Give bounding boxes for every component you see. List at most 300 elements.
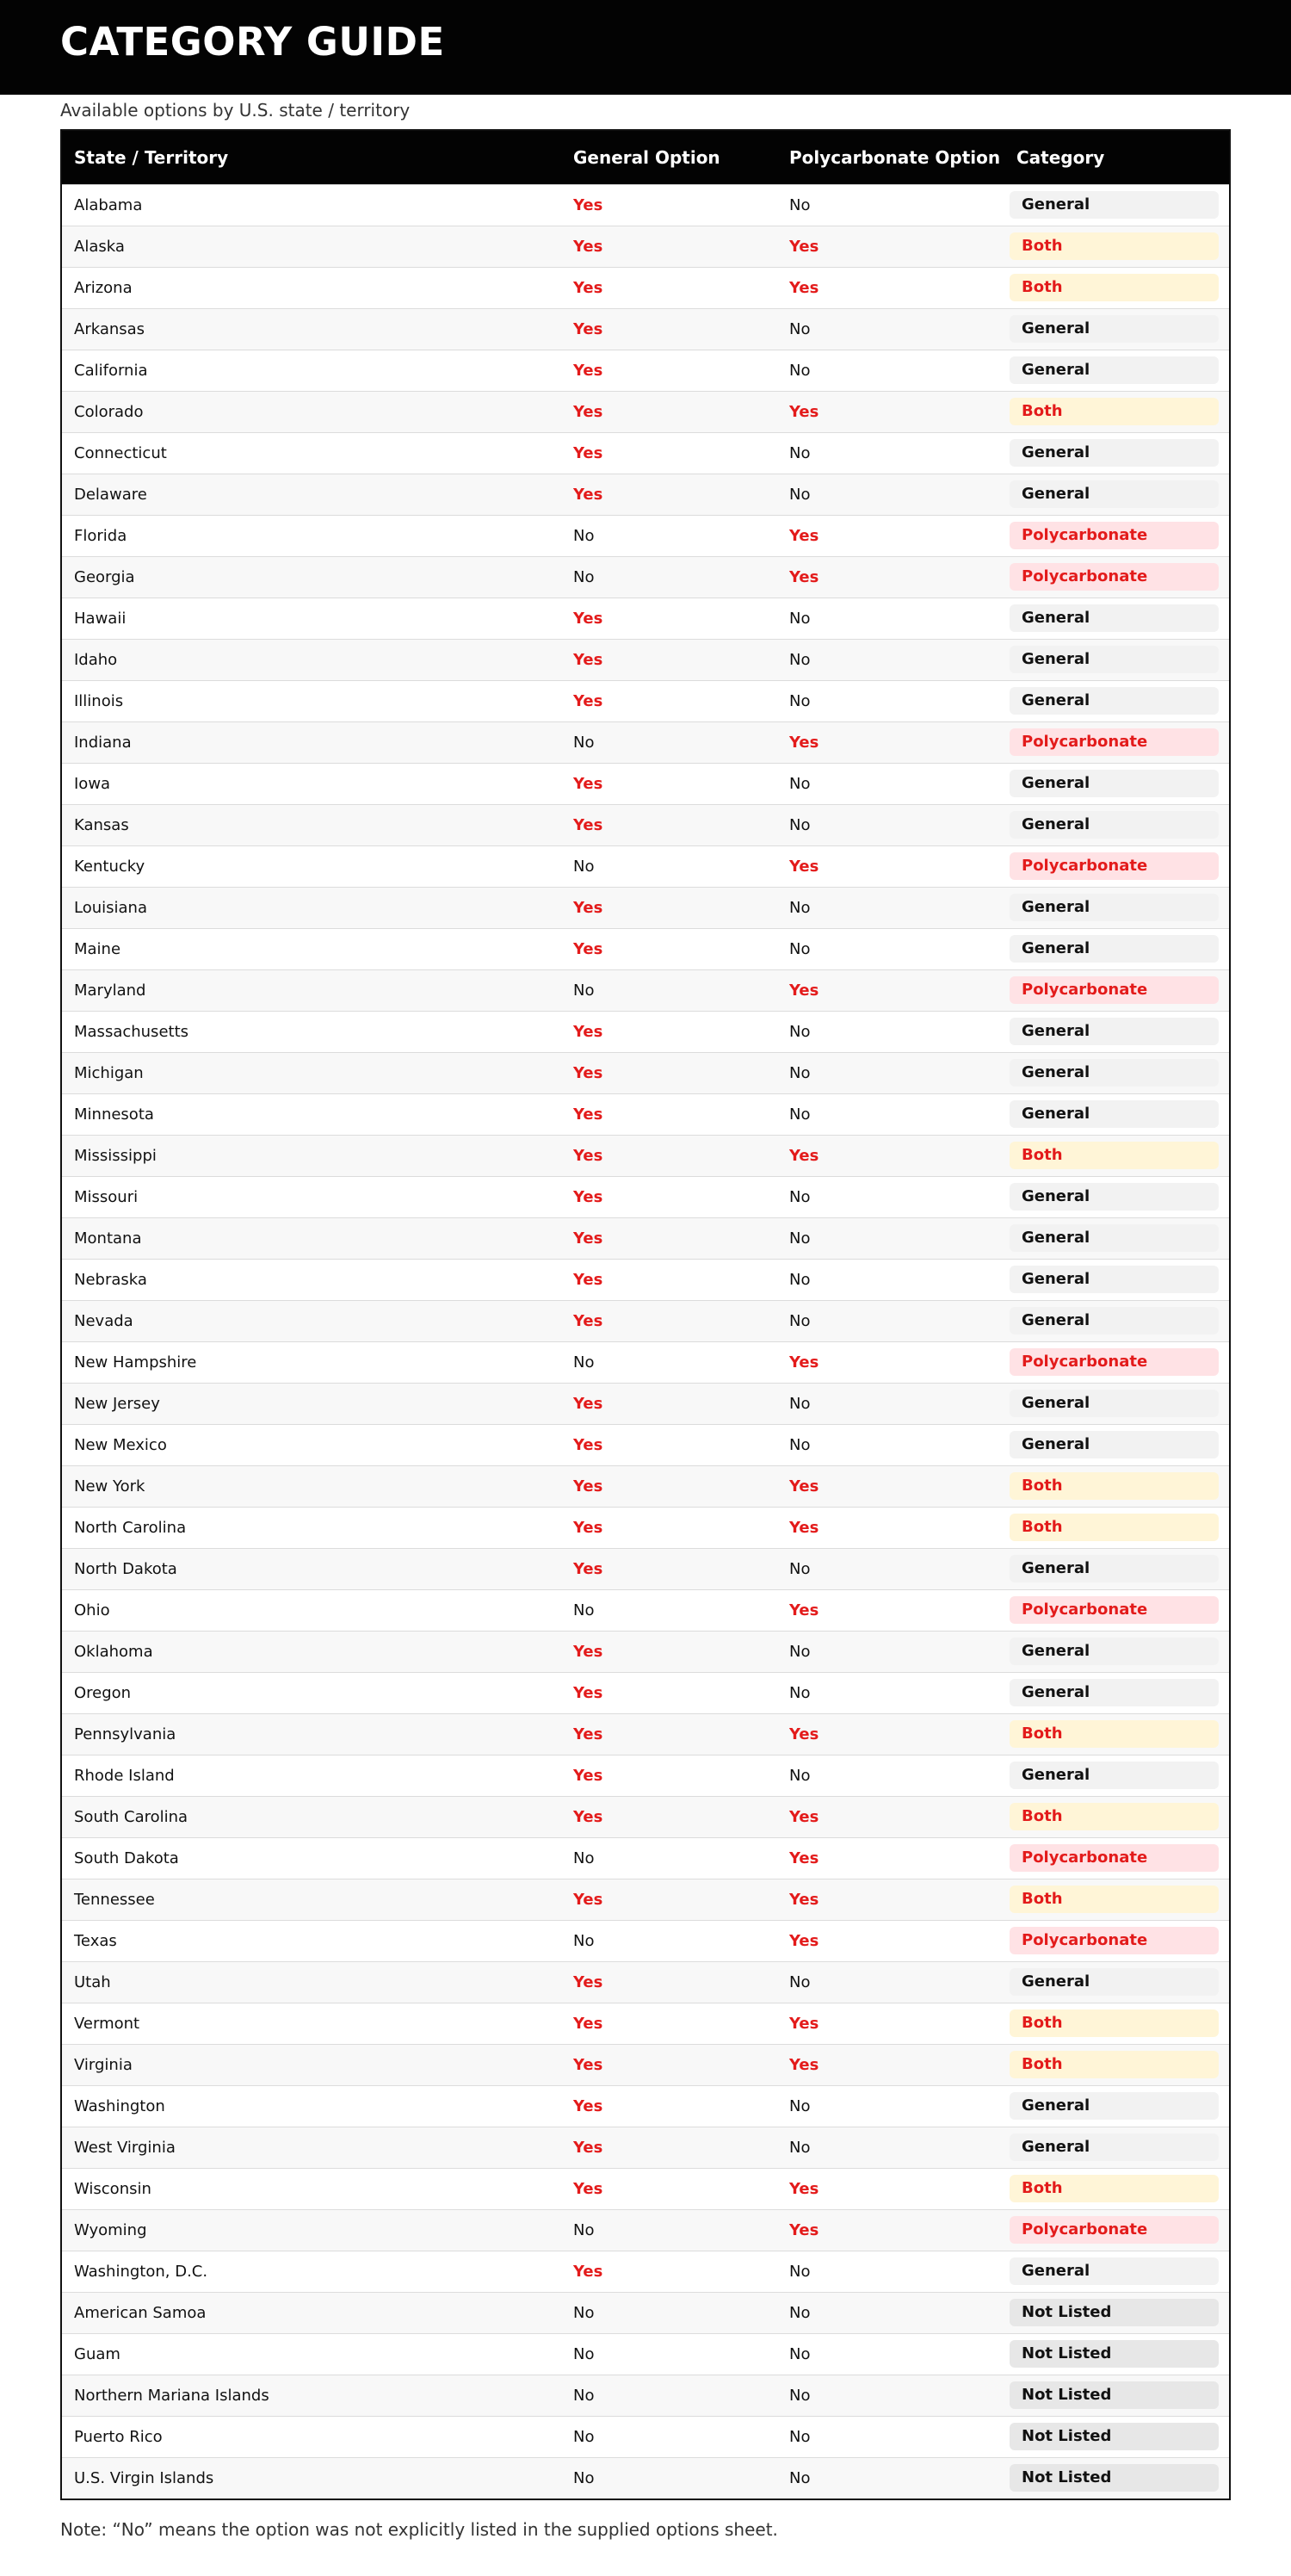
cell-category xyxy=(1010,1176,1229,1217)
table-row xyxy=(62,2209,1229,2251)
category-badge: Polycarbonate xyxy=(1010,563,1219,591)
category-badge: General xyxy=(1010,1762,1219,1789)
cell-state-name: Arizona xyxy=(74,278,133,297)
cell-category xyxy=(1010,887,1229,928)
table-row xyxy=(62,226,1229,267)
table-row xyxy=(62,391,1229,432)
cell-general-option: No xyxy=(573,526,595,545)
cell-polycarbonate-option: Yes xyxy=(789,237,819,256)
cell-general-option: Yes xyxy=(573,237,603,256)
cell-state-name: North Dakota xyxy=(74,1559,177,1578)
table-row xyxy=(62,2375,1229,2416)
cell-general-option: Yes xyxy=(573,1766,603,1785)
cell-polycarbonate-option: No xyxy=(789,1022,811,1041)
cell-polycarbonate-option: Yes xyxy=(789,1518,819,1537)
table-row xyxy=(62,1300,1229,1341)
cell-polycarbonate-option: Yes xyxy=(789,2014,819,2033)
cell-state-name: Utah xyxy=(74,1972,111,1991)
category-badge: General xyxy=(1010,2133,1219,2161)
cell-state-name: Montana xyxy=(74,1229,142,1248)
cell-category xyxy=(1010,1796,1229,1837)
cell-general-option: Yes xyxy=(573,2014,603,2033)
cell-general-option: Yes xyxy=(573,1105,603,1124)
cell-general-option: Yes xyxy=(573,2138,603,2157)
cell-general-option: Yes xyxy=(573,650,603,669)
cell-general-option: Yes xyxy=(573,361,603,380)
table-header-row xyxy=(62,131,1229,184)
category-badge: General xyxy=(1010,1555,1219,1582)
header-bar xyxy=(0,0,1291,95)
cell-state-name: Wisconsin xyxy=(74,2179,151,2198)
cell-general-option: Yes xyxy=(573,609,603,628)
cell-category xyxy=(1010,721,1229,763)
category-badge: Polycarbonate xyxy=(1010,1927,1219,1954)
cell-polycarbonate-option: No xyxy=(789,2096,811,2115)
cell-general-option: Yes xyxy=(573,443,603,462)
category-badge: General xyxy=(1010,1390,1219,1417)
cell-general-option: Yes xyxy=(573,1683,603,1702)
cell-state-name: California xyxy=(74,361,148,380)
table-row xyxy=(62,2003,1229,2044)
cell-general-option: Yes xyxy=(573,1063,603,1082)
cell-general-option: Yes xyxy=(573,1394,603,1413)
cell-polycarbonate-option: Yes xyxy=(789,1848,819,1867)
cell-category xyxy=(1010,184,1229,226)
table-row xyxy=(62,2292,1229,2333)
cell-category xyxy=(1010,928,1229,969)
category-badge: General xyxy=(1010,191,1219,219)
cell-polycarbonate-option: No xyxy=(789,2262,811,2281)
cell-state-name: Missouri xyxy=(74,1187,139,1206)
table-row xyxy=(62,556,1229,598)
column-header-polycarbonate-option: Polycarbonate Option xyxy=(789,146,1001,168)
cell-general-option: Yes xyxy=(573,1559,603,1578)
cell-polycarbonate-option: No xyxy=(789,1642,811,1661)
category-badge: General xyxy=(1010,1059,1219,1087)
category-badge: Not Listed xyxy=(1010,2423,1219,2450)
cell-category xyxy=(1010,1589,1229,1631)
category-badge: Not Listed xyxy=(1010,2464,1219,2492)
table-row xyxy=(62,1548,1229,1589)
table-row xyxy=(62,2044,1229,2085)
cell-state-name: New Jersey xyxy=(74,1394,160,1413)
cell-category xyxy=(1010,556,1229,598)
table-row xyxy=(62,2416,1229,2457)
cell-state-name: South Carolina xyxy=(74,1807,188,1826)
category-badge: Polycarbonate xyxy=(1010,1844,1219,1872)
cell-general-option: Yes xyxy=(573,2096,603,2115)
cell-general-option: Yes xyxy=(573,1311,603,1330)
cell-polycarbonate-option: No xyxy=(789,1187,811,1206)
cell-general-option: Yes xyxy=(573,1477,603,1495)
cell-category xyxy=(1010,804,1229,845)
cell-polycarbonate-option: Yes xyxy=(789,981,819,1000)
cell-polycarbonate-option: No xyxy=(789,609,811,628)
cell-polycarbonate-option: Yes xyxy=(789,857,819,876)
cell-state-name: American Samoa xyxy=(74,2303,207,2322)
cell-state-name: Ohio xyxy=(74,1601,110,1619)
table-row xyxy=(62,1589,1229,1631)
table-row xyxy=(62,1093,1229,1135)
category-badge: General xyxy=(1010,894,1219,921)
table-row xyxy=(62,184,1229,226)
cell-general-option: Yes xyxy=(573,2179,603,2198)
category-badge: General xyxy=(1010,1018,1219,1045)
cell-state-name: Washington, D.C. xyxy=(74,2262,208,2281)
cell-category xyxy=(1010,845,1229,887)
table-row xyxy=(62,969,1229,1011)
cell-general-option: No xyxy=(573,2303,595,2322)
table-row xyxy=(62,350,1229,391)
category-badge: Polycarbonate xyxy=(1010,2216,1219,2244)
cell-state-name: Texas xyxy=(74,1931,117,1950)
column-header-general-option: General Option xyxy=(573,146,720,168)
cell-category xyxy=(1010,2251,1229,2292)
cell-polycarbonate-option: No xyxy=(789,815,811,834)
category-badge: Polycarbonate xyxy=(1010,976,1219,1004)
cell-category xyxy=(1010,1217,1229,1259)
cell-general-option: Yes xyxy=(573,1518,603,1537)
cell-general-option: No xyxy=(573,1601,595,1619)
table-row xyxy=(62,1837,1229,1879)
category-badge: Both xyxy=(1010,274,1219,301)
cell-polycarbonate-option: No xyxy=(789,2138,811,2157)
category-badge: General xyxy=(1010,687,1219,715)
cell-state-name: Alabama xyxy=(74,195,143,214)
category-badge: Not Listed xyxy=(1010,2381,1219,2409)
cell-general-option: Yes xyxy=(573,1642,603,1661)
category-badge: Both xyxy=(1010,1720,1219,1748)
cell-category xyxy=(1010,267,1229,308)
cell-state-name: Northern Mariana Islands xyxy=(74,2386,269,2405)
category-badge: General xyxy=(1010,1679,1219,1706)
cell-state-name: Michigan xyxy=(74,1063,144,1082)
cell-state-name: Hawaii xyxy=(74,609,127,628)
category-badge: General xyxy=(1010,356,1219,384)
category-badge: General xyxy=(1010,1183,1219,1211)
cell-category xyxy=(1010,308,1229,350)
cell-state-name: Minnesota xyxy=(74,1105,154,1124)
table-row xyxy=(62,1507,1229,1548)
cell-state-name: Virginia xyxy=(74,2055,133,2074)
table-header xyxy=(62,131,1229,184)
cell-category xyxy=(1010,1341,1229,1383)
cell-state-name: Oregon xyxy=(74,1683,132,1702)
cell-polycarbonate-option: No xyxy=(789,195,811,214)
cell-state-name: South Dakota xyxy=(74,1848,179,1867)
table-row xyxy=(62,1011,1229,1052)
column-header-category: Category xyxy=(1016,146,1105,168)
table-body xyxy=(62,184,1229,2499)
cell-category xyxy=(1010,1052,1229,1093)
cell-state-name: Tennessee xyxy=(74,1890,155,1909)
cell-polycarbonate-option: No xyxy=(789,650,811,669)
cell-general-option: No xyxy=(573,1353,595,1372)
category-badge: Both xyxy=(1010,2051,1219,2078)
cell-polycarbonate-option: No xyxy=(789,319,811,338)
cell-general-option: Yes xyxy=(573,1890,603,1909)
cell-state-name: Guam xyxy=(74,2344,120,2363)
table-row xyxy=(62,680,1229,721)
category-badge: Polycarbonate xyxy=(1010,522,1219,549)
table-row xyxy=(62,432,1229,474)
category-badge: Polycarbonate xyxy=(1010,728,1219,756)
category-badge: General xyxy=(1010,1307,1219,1334)
cell-state-name: Georgia xyxy=(74,567,135,586)
category-badge: Both xyxy=(1010,1803,1219,1830)
table-row xyxy=(62,639,1229,680)
cell-general-option: Yes xyxy=(573,2055,603,2074)
cell-state-name: Massachusetts xyxy=(74,1022,189,1041)
cell-polycarbonate-option: No xyxy=(789,2344,811,2363)
cell-polycarbonate-option: Yes xyxy=(789,1931,819,1950)
cell-general-option: No xyxy=(573,2386,595,2405)
table-row xyxy=(62,887,1229,928)
category-badge: General xyxy=(1010,604,1219,632)
cell-polycarbonate-option: Yes xyxy=(789,1601,819,1619)
cell-state-name: Alaska xyxy=(74,237,125,256)
cell-category xyxy=(1010,1093,1229,1135)
category-badge: Not Listed xyxy=(1010,2299,1219,2326)
cell-category xyxy=(1010,2085,1229,2127)
cell-general-option: No xyxy=(573,1848,595,1867)
cell-polycarbonate-option: No xyxy=(789,1105,811,1124)
cell-state-name: Colorado xyxy=(74,402,144,421)
cell-general-option: No xyxy=(573,2468,595,2487)
category-table xyxy=(62,131,1229,2499)
cell-general-option: Yes xyxy=(573,2262,603,2281)
cell-polycarbonate-option: Yes xyxy=(789,1725,819,1743)
cell-polycarbonate-option: No xyxy=(789,1972,811,1991)
cell-polycarbonate-option: No xyxy=(789,1559,811,1578)
cell-category xyxy=(1010,1424,1229,1465)
table-row xyxy=(62,1176,1229,1217)
cell-state-name: Idaho xyxy=(74,650,118,669)
cell-general-option: Yes xyxy=(573,278,603,297)
category-badge: General xyxy=(1010,439,1219,467)
category-badge: Not Listed xyxy=(1010,2340,1219,2368)
cell-state-name: Connecticut xyxy=(74,443,167,462)
table-row xyxy=(62,2333,1229,2375)
table-row xyxy=(62,845,1229,887)
cell-category xyxy=(1010,1011,1229,1052)
cell-state-name: Florida xyxy=(74,526,127,545)
cell-state-name: Nebraska xyxy=(74,1270,147,1289)
table-row xyxy=(62,2085,1229,2127)
cell-category xyxy=(1010,1837,1229,1879)
cell-state-name: Illinois xyxy=(74,691,124,710)
cell-general-option: Yes xyxy=(573,1270,603,1289)
table-row xyxy=(62,1383,1229,1424)
table-row xyxy=(62,267,1229,308)
cell-state-name: Maryland xyxy=(74,981,146,1000)
cell-category xyxy=(1010,391,1229,432)
cell-category xyxy=(1010,2168,1229,2209)
cell-category xyxy=(1010,1300,1229,1341)
cell-general-option: Yes xyxy=(573,774,603,793)
cell-polycarbonate-option: No xyxy=(789,1229,811,1248)
cell-state-name: Kansas xyxy=(74,815,129,834)
cell-polycarbonate-option: No xyxy=(789,485,811,504)
cell-category xyxy=(1010,515,1229,556)
table-row xyxy=(62,474,1229,515)
cell-polycarbonate-option: Yes xyxy=(789,2220,819,2239)
cell-state-name: Puerto Rico xyxy=(74,2427,163,2446)
table-row xyxy=(62,1755,1229,1796)
category-badge: General xyxy=(1010,1100,1219,1128)
cell-general-option: Yes xyxy=(573,1022,603,1041)
cell-polycarbonate-option: No xyxy=(789,898,811,917)
category-badge: Both xyxy=(1010,1472,1219,1500)
cell-polycarbonate-option: Yes xyxy=(789,2179,819,2198)
cell-general-option: No xyxy=(573,2427,595,2446)
cell-state-name: Nevada xyxy=(74,1311,133,1330)
cell-state-name: Iowa xyxy=(74,774,111,793)
cell-polycarbonate-option: No xyxy=(789,2386,811,2405)
category-badge: General xyxy=(1010,1224,1219,1252)
table-row xyxy=(62,1217,1229,1259)
table-row xyxy=(62,1465,1229,1507)
cell-category xyxy=(1010,2416,1229,2457)
category-badge: Both xyxy=(1010,1514,1219,1541)
cell-category xyxy=(1010,1672,1229,1713)
cell-polycarbonate-option: Yes xyxy=(789,1477,819,1495)
cell-category xyxy=(1010,1879,1229,1920)
cell-polycarbonate-option: No xyxy=(789,361,811,380)
category-badge: General xyxy=(1010,1266,1219,1293)
cell-general-option: Yes xyxy=(573,898,603,917)
cell-state-name: Washington xyxy=(74,2096,165,2115)
table-row xyxy=(62,1424,1229,1465)
cell-polycarbonate-option: No xyxy=(789,2303,811,2322)
category-badge: General xyxy=(1010,2092,1219,2120)
cell-state-name: Delaware xyxy=(74,485,147,504)
category-badge: Both xyxy=(1010,232,1219,260)
category-badge: Both xyxy=(1010,1142,1219,1169)
cell-polycarbonate-option: Yes xyxy=(789,2055,819,2074)
cell-polycarbonate-option: Yes xyxy=(789,1890,819,1909)
cell-general-option: No xyxy=(573,567,595,586)
category-badge: General xyxy=(1010,1968,1219,1996)
cell-state-name: Oklahoma xyxy=(74,1642,153,1661)
cell-polycarbonate-option: Yes xyxy=(789,733,819,752)
cell-polycarbonate-option: No xyxy=(789,2427,811,2446)
category-badge: Both xyxy=(1010,1886,1219,1913)
table-row xyxy=(62,2127,1229,2168)
category-badge: General xyxy=(1010,811,1219,839)
table-row xyxy=(62,1796,1229,1837)
cell-state-name: U.S. Virgin Islands xyxy=(74,2468,214,2487)
category-badge: Both xyxy=(1010,398,1219,425)
cell-polycarbonate-option: Yes xyxy=(789,526,819,545)
cell-general-option: Yes xyxy=(573,1807,603,1826)
cell-general-option: Yes xyxy=(573,815,603,834)
table-row xyxy=(62,1672,1229,1713)
cell-general-option: No xyxy=(573,2220,595,2239)
cell-polycarbonate-option: No xyxy=(789,691,811,710)
table-row xyxy=(62,515,1229,556)
category-badge: General xyxy=(1010,646,1219,673)
category-badge: General xyxy=(1010,1431,1219,1458)
cell-polycarbonate-option: Yes xyxy=(789,1807,819,1826)
cell-category xyxy=(1010,1920,1229,1961)
cell-category xyxy=(1010,2209,1229,2251)
cell-category xyxy=(1010,1383,1229,1424)
footer-note: Note: “No” means the option was not explicitly listed in the supplied options sheet. xyxy=(60,2519,778,2540)
cell-state-name: Kentucky xyxy=(74,857,145,876)
cell-polycarbonate-option: Yes xyxy=(789,278,819,297)
table-row xyxy=(62,928,1229,969)
cell-general-option: Yes xyxy=(573,1187,603,1206)
category-badge: General xyxy=(1010,480,1219,508)
cell-category xyxy=(1010,1259,1229,1300)
cell-polycarbonate-option: No xyxy=(789,1311,811,1330)
cell-state-name: Rhode Island xyxy=(74,1766,175,1785)
cell-category xyxy=(1010,1755,1229,1796)
category-badge: General xyxy=(1010,2257,1219,2285)
table-row xyxy=(62,1052,1229,1093)
table-row xyxy=(62,1879,1229,1920)
cell-category xyxy=(1010,1631,1229,1672)
cell-polycarbonate-option: No xyxy=(789,443,811,462)
cell-category xyxy=(1010,1961,1229,2003)
cell-general-option: Yes xyxy=(573,1725,603,1743)
table-row xyxy=(62,1631,1229,1672)
cell-category xyxy=(1010,1465,1229,1507)
table-row xyxy=(62,1259,1229,1300)
category-badge: Polycarbonate xyxy=(1010,852,1219,880)
cell-state-name: Maine xyxy=(74,939,121,958)
cell-state-name: Vermont xyxy=(74,2014,140,2033)
category-badge: Both xyxy=(1010,2175,1219,2202)
cell-state-name: Pennsylvania xyxy=(74,1725,176,1743)
cell-general-option: No xyxy=(573,1931,595,1950)
category-badge: Polycarbonate xyxy=(1010,1596,1219,1624)
category-badge: General xyxy=(1010,315,1219,343)
cell-state-name: West Virginia xyxy=(74,2138,176,2157)
cell-state-name: New Hampshire xyxy=(74,1353,197,1372)
cell-category xyxy=(1010,763,1229,804)
cell-state-name: Wyoming xyxy=(74,2220,147,2239)
cell-category xyxy=(1010,2127,1229,2168)
table-row xyxy=(62,1961,1229,2003)
category-badge: Both xyxy=(1010,2009,1219,2037)
table-row xyxy=(62,2168,1229,2209)
cell-general-option: Yes xyxy=(573,485,603,504)
cell-category xyxy=(1010,1507,1229,1548)
cell-general-option: Yes xyxy=(573,691,603,710)
cell-category xyxy=(1010,1713,1229,1755)
cell-general-option: No xyxy=(573,857,595,876)
cell-category xyxy=(1010,226,1229,267)
cell-general-option: Yes xyxy=(573,1972,603,1991)
cell-general-option: Yes xyxy=(573,195,603,214)
cell-category xyxy=(1010,1548,1229,1589)
table-row xyxy=(62,2457,1229,2499)
cell-polycarbonate-option: Yes xyxy=(789,1353,819,1372)
column-header-state: State / Territory xyxy=(74,146,229,168)
cell-category xyxy=(1010,2375,1229,2416)
cell-category xyxy=(1010,639,1229,680)
cell-polycarbonate-option: No xyxy=(789,774,811,793)
category-table-container xyxy=(60,129,1231,2500)
cell-general-option: No xyxy=(573,733,595,752)
cell-state-name: Arkansas xyxy=(74,319,145,338)
cell-general-option: No xyxy=(573,981,595,1000)
cell-category xyxy=(1010,2044,1229,2085)
cell-category xyxy=(1010,2457,1229,2499)
cell-polycarbonate-option: No xyxy=(789,1435,811,1454)
